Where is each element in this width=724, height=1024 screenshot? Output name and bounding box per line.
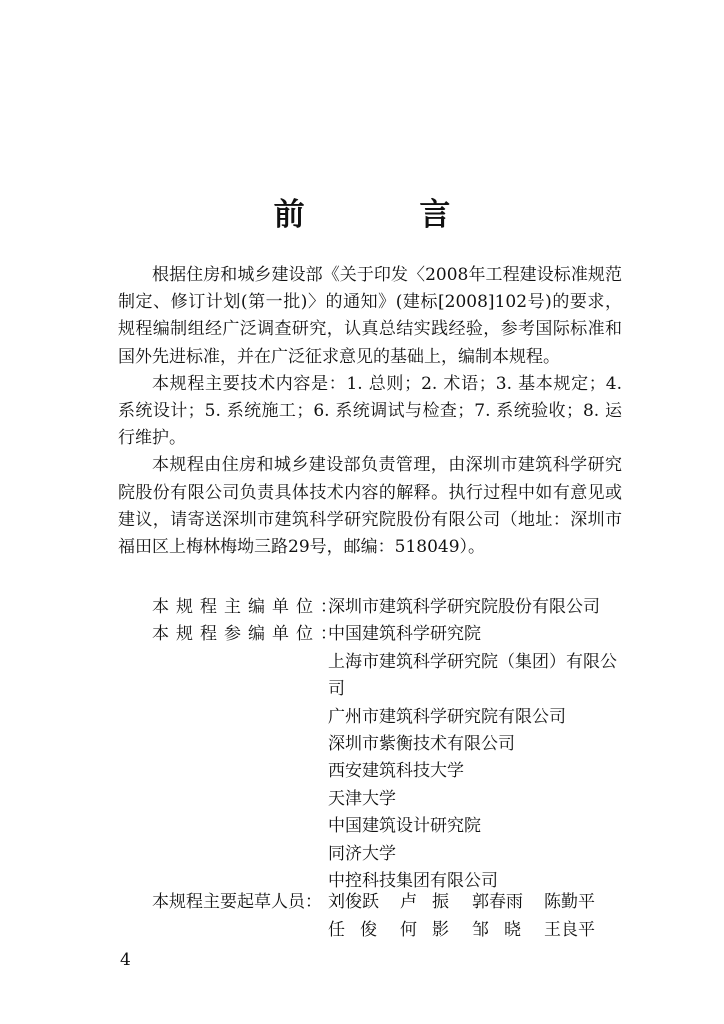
chief-unit-item: 深圳市建筑科学研究院股份有限公司: [328, 597, 600, 617]
participating-unit-item: 深圳市紫衡技术有限公司: [328, 734, 515, 755]
paragraph-contents: 本规程主要技术内容是：1. 总则；2. 术语；3. 基本规定；4. 系统设计；5. 系统施工；6. 系统调试与检查；7. 系统验收；8. 运行维护。: [118, 373, 622, 449]
drafters-label: 本规程主要起草人员：: [152, 892, 322, 912]
participating-units-label: 本规程参编单位：: [152, 624, 344, 645]
participating-unit-item: 中国建筑科学研究院: [328, 624, 481, 645]
chief-unit-label: 本规程主编单位：: [152, 597, 344, 617]
participating-unit-item: 西安建筑科技大学: [328, 761, 464, 782]
page-title: 前 言: [273, 197, 503, 233]
drafters-row-1: [118, 888, 628, 916]
drafter-names-1: [328, 888, 616, 916]
drafter-name: 何影: [400, 920, 464, 940]
participating-unit-item: 同济大学: [328, 843, 396, 864]
drafter-name: 任俊: [328, 920, 392, 940]
participating-unit-item: 中国建筑设计研究院: [328, 816, 481, 837]
drafter-name: 卢振: [400, 892, 464, 912]
drafter-name: 陈勤平: [544, 892, 595, 912]
participating-unit-item: 中控科技集团有限公司: [328, 871, 498, 892]
participating-unit-item: 广州市建筑科学研究院有限公司: [328, 706, 566, 727]
drafter-name: 郭春雨: [472, 892, 523, 912]
preface-body: [118, 262, 622, 561]
drafter-names-2: [328, 916, 616, 944]
drafter-name: 刘俊跃: [328, 892, 379, 912]
page-number: 4: [120, 950, 131, 970]
participating-units-list: [328, 621, 628, 895]
drafter-name: 王良平: [544, 920, 595, 940]
chief-unit-row: [118, 594, 628, 621]
paragraph-background: 根据住房和城乡建设部《关于印发〈2008年工程建设标准规范制定、修订计划(第一批)〉的通知》(建标[2008]102号)的要求，规程编制组经广泛调查研究，认真总结实践经验，参考国际标准和国外先进标准，并在广泛征求意见的基础上，编制本规程。: [118, 265, 622, 367]
chief-unit-list: [328, 594, 628, 621]
participating-units-row: [118, 621, 628, 895]
drafters-row-2: [118, 916, 628, 944]
drafter-name: 邹晓: [472, 920, 536, 940]
paragraph-management: 本规程由住房和城乡建设部负责管理，由深圳市建筑科学研究院股份有限公司负责具体技术内容的解释。执行过程中如有意见或建议，请寄送深圳市建筑科学研究院股份有限公司（地址：深圳市福田区上梅林梅坳三路29号，邮编：518049）。: [118, 455, 622, 558]
participating-unit-item: 上海市建筑科学研究院（集团）有限公司: [328, 651, 617, 700]
drafters-label-spacer: [118, 916, 328, 944]
participating-unit-item: 天津大学: [328, 788, 396, 809]
organizations: [118, 594, 628, 895]
drafters: [118, 888, 628, 944]
